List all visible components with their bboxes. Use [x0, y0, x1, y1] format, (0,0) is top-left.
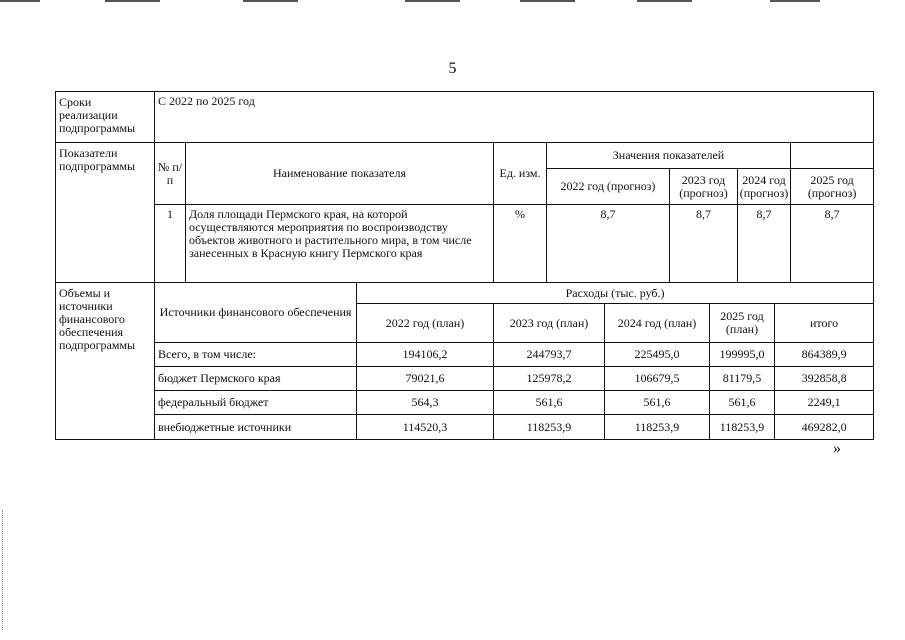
indicator-unit: % — [494, 205, 547, 283]
indicator-name: Доля площади Пермского края, на которой осуществляются мероприятия по воспроизводству объектов животного и растительного мира, в том числе занесенных в Красную книгу Пермского края — [186, 205, 494, 283]
sources-header: Источники финансового обеспечения — [155, 283, 357, 343]
financing-year-header: 2024 год (план) — [605, 304, 710, 343]
financing-year-header: 2022 год (план) — [357, 304, 494, 343]
page-number: 5 — [448, 60, 457, 77]
financing-row — [56, 343, 874, 367]
scan-edge-line — [637, 0, 692, 2]
financing-value: 564,3 — [357, 391, 494, 415]
financing-year-header: 2023 год (план) — [494, 304, 605, 343]
financing-value: 118253,9 — [494, 415, 605, 440]
financing-value: 561,6 — [494, 391, 605, 415]
financing-value: 81179,5 — [710, 367, 775, 391]
financing-value: 106679,5 — [605, 367, 710, 391]
indicator-row — [56, 205, 874, 283]
financing-value: 118253,9 — [605, 415, 710, 440]
col-number-header: № п/п — [155, 143, 186, 205]
indicators-header-row — [56, 143, 874, 169]
col-name-header: Наименование показателя — [186, 143, 494, 205]
financing-source: внебюджетные источники — [155, 415, 357, 440]
scan-edge-dots — [2, 510, 4, 630]
financing-value: 561,6 — [605, 391, 710, 415]
period-row — [56, 92, 874, 143]
financing-value: 118253,9 — [710, 415, 775, 440]
financing-row — [56, 367, 874, 391]
scan-edge-line — [405, 0, 460, 2]
period-value: С 2022 по 2025 год — [155, 92, 874, 143]
indicator-number: 1 — [155, 205, 186, 283]
financing-total: 392858,8 — [775, 367, 874, 391]
scan-edge-line — [0, 0, 40, 2]
financing-value: 225495,0 — [605, 343, 710, 367]
indicator-value: 8,7 — [547, 205, 670, 283]
financing-header-row — [56, 283, 874, 304]
financing-value: 114520,3 — [357, 415, 494, 440]
indicator-year-header: 2023 год (прогноз) — [670, 169, 738, 205]
financing-source: Всего, в том числе: — [155, 343, 357, 367]
col-unit-header: Ед. изм. — [494, 143, 547, 205]
indicator-year-header: 2024 год (прогноз) — [738, 169, 791, 205]
financing-row — [56, 415, 874, 440]
subprogram-passport-table — [55, 91, 874, 440]
financing-value: 194106,2 — [357, 343, 494, 367]
indicator-value: 8,7 — [738, 205, 791, 283]
financing-value: 125978,2 — [494, 367, 605, 391]
financing-value: 79021,6 — [357, 367, 494, 391]
values-header: Значения показателей — [547, 143, 791, 169]
financing-row — [56, 391, 874, 415]
financing-source: бюджет Пермского края — [155, 367, 357, 391]
financing-label: Объемы и источники финансового обеспечения подпрограммы — [56, 283, 155, 440]
expenses-header: Расходы (тыс. руб.) — [357, 283, 874, 304]
financing-value: 244793,7 — [494, 343, 605, 367]
indicator-year-header: 2022 год (прогноз) — [547, 169, 670, 205]
financing-value: 199995,0 — [710, 343, 775, 367]
indicator-value: 8,7 — [791, 205, 874, 283]
indicators-label: Показатели подпрограммы — [56, 143, 155, 283]
values-header-blank — [791, 143, 874, 169]
financing-total: 469282,0 — [775, 415, 874, 440]
financing-total-header: итого — [775, 304, 874, 343]
financing-total: 2249,1 — [775, 391, 874, 415]
scan-edge-line — [520, 0, 575, 2]
indicator-year-header: 2025 год (прогноз) — [791, 169, 874, 205]
financing-year-header: 2025 год (план) — [710, 304, 775, 343]
scan-edge-line — [105, 0, 160, 2]
closing-quote-mark: » — [833, 440, 841, 457]
indicator-value: 8,7 — [670, 205, 738, 283]
financing-value: 561,6 — [710, 391, 775, 415]
scan-edge-line — [770, 0, 820, 2]
financing-source: федеральный бюджет — [155, 391, 357, 415]
period-label: Сроки реализации подпрограммы — [56, 92, 155, 143]
financing-total: 864389,9 — [775, 343, 874, 367]
scan-edge-line — [243, 0, 298, 2]
